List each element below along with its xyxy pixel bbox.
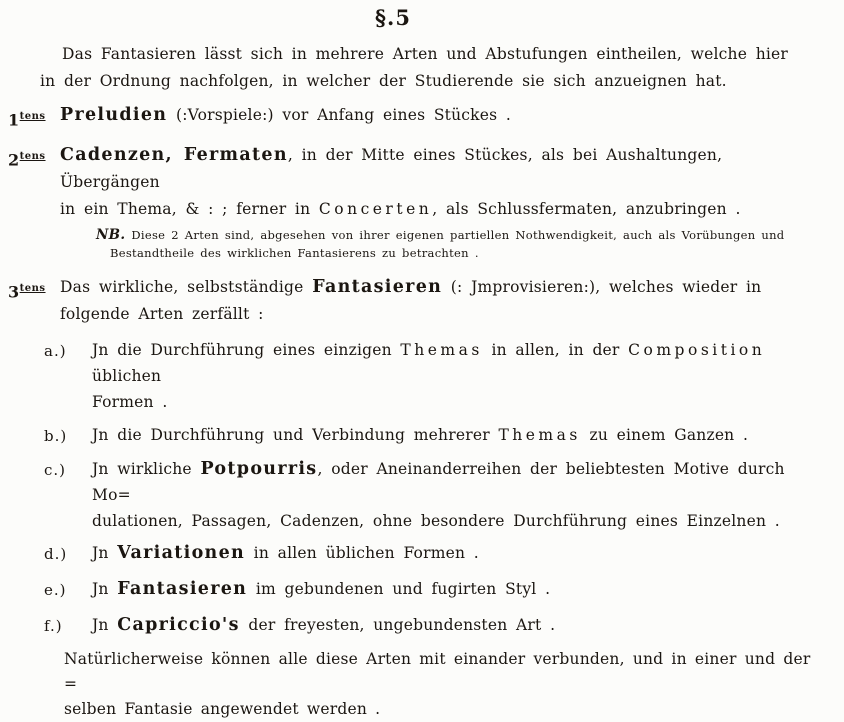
section-title: §.5 (375, 5, 411, 30)
spaced-word: Themas (498, 426, 581, 445)
line: Formen . (92, 393, 168, 412)
item-3-text (60, 274, 761, 328)
sub-item-e-text (92, 576, 550, 602)
line (92, 612, 555, 638)
spaced-word: Concerten (318, 200, 433, 219)
ordinal-number: 3 (8, 282, 20, 302)
line (60, 102, 511, 129)
sub-item-b-marker: b.) (44, 427, 68, 446)
nota-bene-label: NB. (96, 227, 126, 244)
sub-item-d-text (92, 540, 479, 566)
text-segment: Jn wirkliche (92, 460, 201, 479)
ordinal-suffix: tens (19, 151, 46, 163)
text-segment: zu einem Ganzen . (580, 426, 749, 445)
list-item-1 (8, 102, 818, 133)
line: Bestandtheile des wirklichen Fantasierens zu betrachten . (110, 245, 479, 260)
list-item-3 (8, 274, 818, 328)
closing-line-2: selben Fantasie angewendet werden . (64, 700, 381, 719)
sub-item-f (44, 612, 818, 639)
sub-item-c (44, 456, 818, 534)
sub-item-e (44, 576, 818, 603)
sub-item-a (44, 337, 818, 415)
text-segment: Jn die Durchführung eines einzigen (92, 341, 401, 360)
ordinal-suffix: tens (19, 283, 46, 295)
closing-paragraph (64, 647, 818, 722)
text-segment: der freyesten, ungebundensten Art . (239, 616, 556, 635)
emphasis-word: Capriccio's (117, 615, 240, 636)
emphasis-word: Fantasieren (312, 277, 443, 298)
item-3-ordinal (8, 274, 60, 305)
emphasis-word: Fantasieren (117, 579, 248, 600)
text-segment: , in der Mitte eines Stückes, als bei Aushaltungen, Übergängen (60, 146, 723, 192)
intro-line-1: Das Fantasieren lässt sich in mehrere Arten und Abstufungen eintheilen, welche hier (62, 45, 789, 63)
sub-item-e-marker: e.) (44, 581, 67, 600)
text-segment: Jn die Durchführung und Verbindung mehrerer (92, 426, 499, 445)
text-segment: (: Jmprovisieren:), welches wieder in (442, 278, 762, 297)
sub-item-c-marker: c.) (44, 461, 67, 480)
text-segment: im gebundenen und fugirten Styl . (247, 580, 551, 599)
line (60, 274, 761, 301)
item-2-ordinal (8, 142, 60, 173)
spaced-word: Themas (400, 341, 483, 360)
text-segment: , oder Aneinanderreihen der beliebtesten Motive durch Mo= (92, 460, 785, 505)
sub-item-f-text (92, 612, 555, 638)
sub-item-a-text (92, 337, 818, 415)
line: dulationen, Passagen, Cadenzen, ohne besondere Durchführung eines Einzelnen . (92, 512, 780, 531)
item-1-text (60, 102, 511, 129)
intro-paragraph (40, 41, 818, 95)
line (92, 337, 818, 389)
line (60, 142, 818, 196)
sub-item-d-marker: d.) (44, 545, 68, 564)
text-segment: in allen üblichen Formen . (245, 544, 479, 563)
closing-line-1: Natürlicherweise können alle diese Arten mit einander verbunden, und in einer und der = (64, 650, 811, 694)
text-segment: Jn (92, 616, 118, 635)
item-1-ordinal (8, 102, 60, 133)
text-segment: Jn (92, 544, 118, 563)
emphasis-word: Preludien (60, 105, 168, 125)
text-segment: Jn (92, 580, 118, 599)
intro-line-2: in der Ordnung nachfolgen, in welcher der Studierende sie sich anzueignen hat. (40, 72, 727, 90)
text-segment: üblichen (92, 367, 162, 386)
ordinal-number: 1 (8, 110, 20, 130)
ordinal-number: 2 (8, 150, 20, 170)
sub-item-b-text (92, 422, 748, 448)
sub-item-f-marker: f.) (44, 617, 63, 636)
text-segment: Das wirkliche, selbstständige (60, 278, 313, 297)
sub-item-a-marker: a.) (44, 342, 67, 361)
sub-item-c-text (92, 456, 818, 534)
line (96, 227, 818, 245)
emphasis-word: Potpourris (200, 459, 318, 480)
line: folgende Arten zerfällt : (60, 305, 264, 324)
list-item-2 (8, 142, 818, 223)
text-segment: in ein Thema, & : ; ferner in (60, 200, 319, 219)
ordinal-suffix: tens (19, 111, 46, 122)
sub-item-d (44, 540, 818, 567)
line (92, 456, 818, 508)
spaced-word: Composition (628, 341, 766, 360)
line (92, 422, 748, 448)
line (60, 196, 818, 223)
nota-bene-note (96, 227, 818, 262)
emphasis-word: Variationen (117, 543, 246, 564)
text-segment: , als Schlussfermaten, anzubringen . (432, 200, 741, 219)
sub-item-b (44, 422, 818, 449)
text-segment: (:Vorspiele:) vor Anfang eines Stückes . (167, 106, 512, 124)
text-segment: in allen, in der (482, 341, 629, 360)
emphasis-word: Cadenzen, Fermaten (60, 145, 288, 166)
line (92, 540, 479, 566)
item-2-text (60, 142, 818, 223)
line (92, 576, 550, 602)
text-segment: Diese 2 Arten sind, abgesehen von ihrer eigenen partiellen Nothwendigkeit, auch als Vorübungen und (131, 228, 785, 243)
